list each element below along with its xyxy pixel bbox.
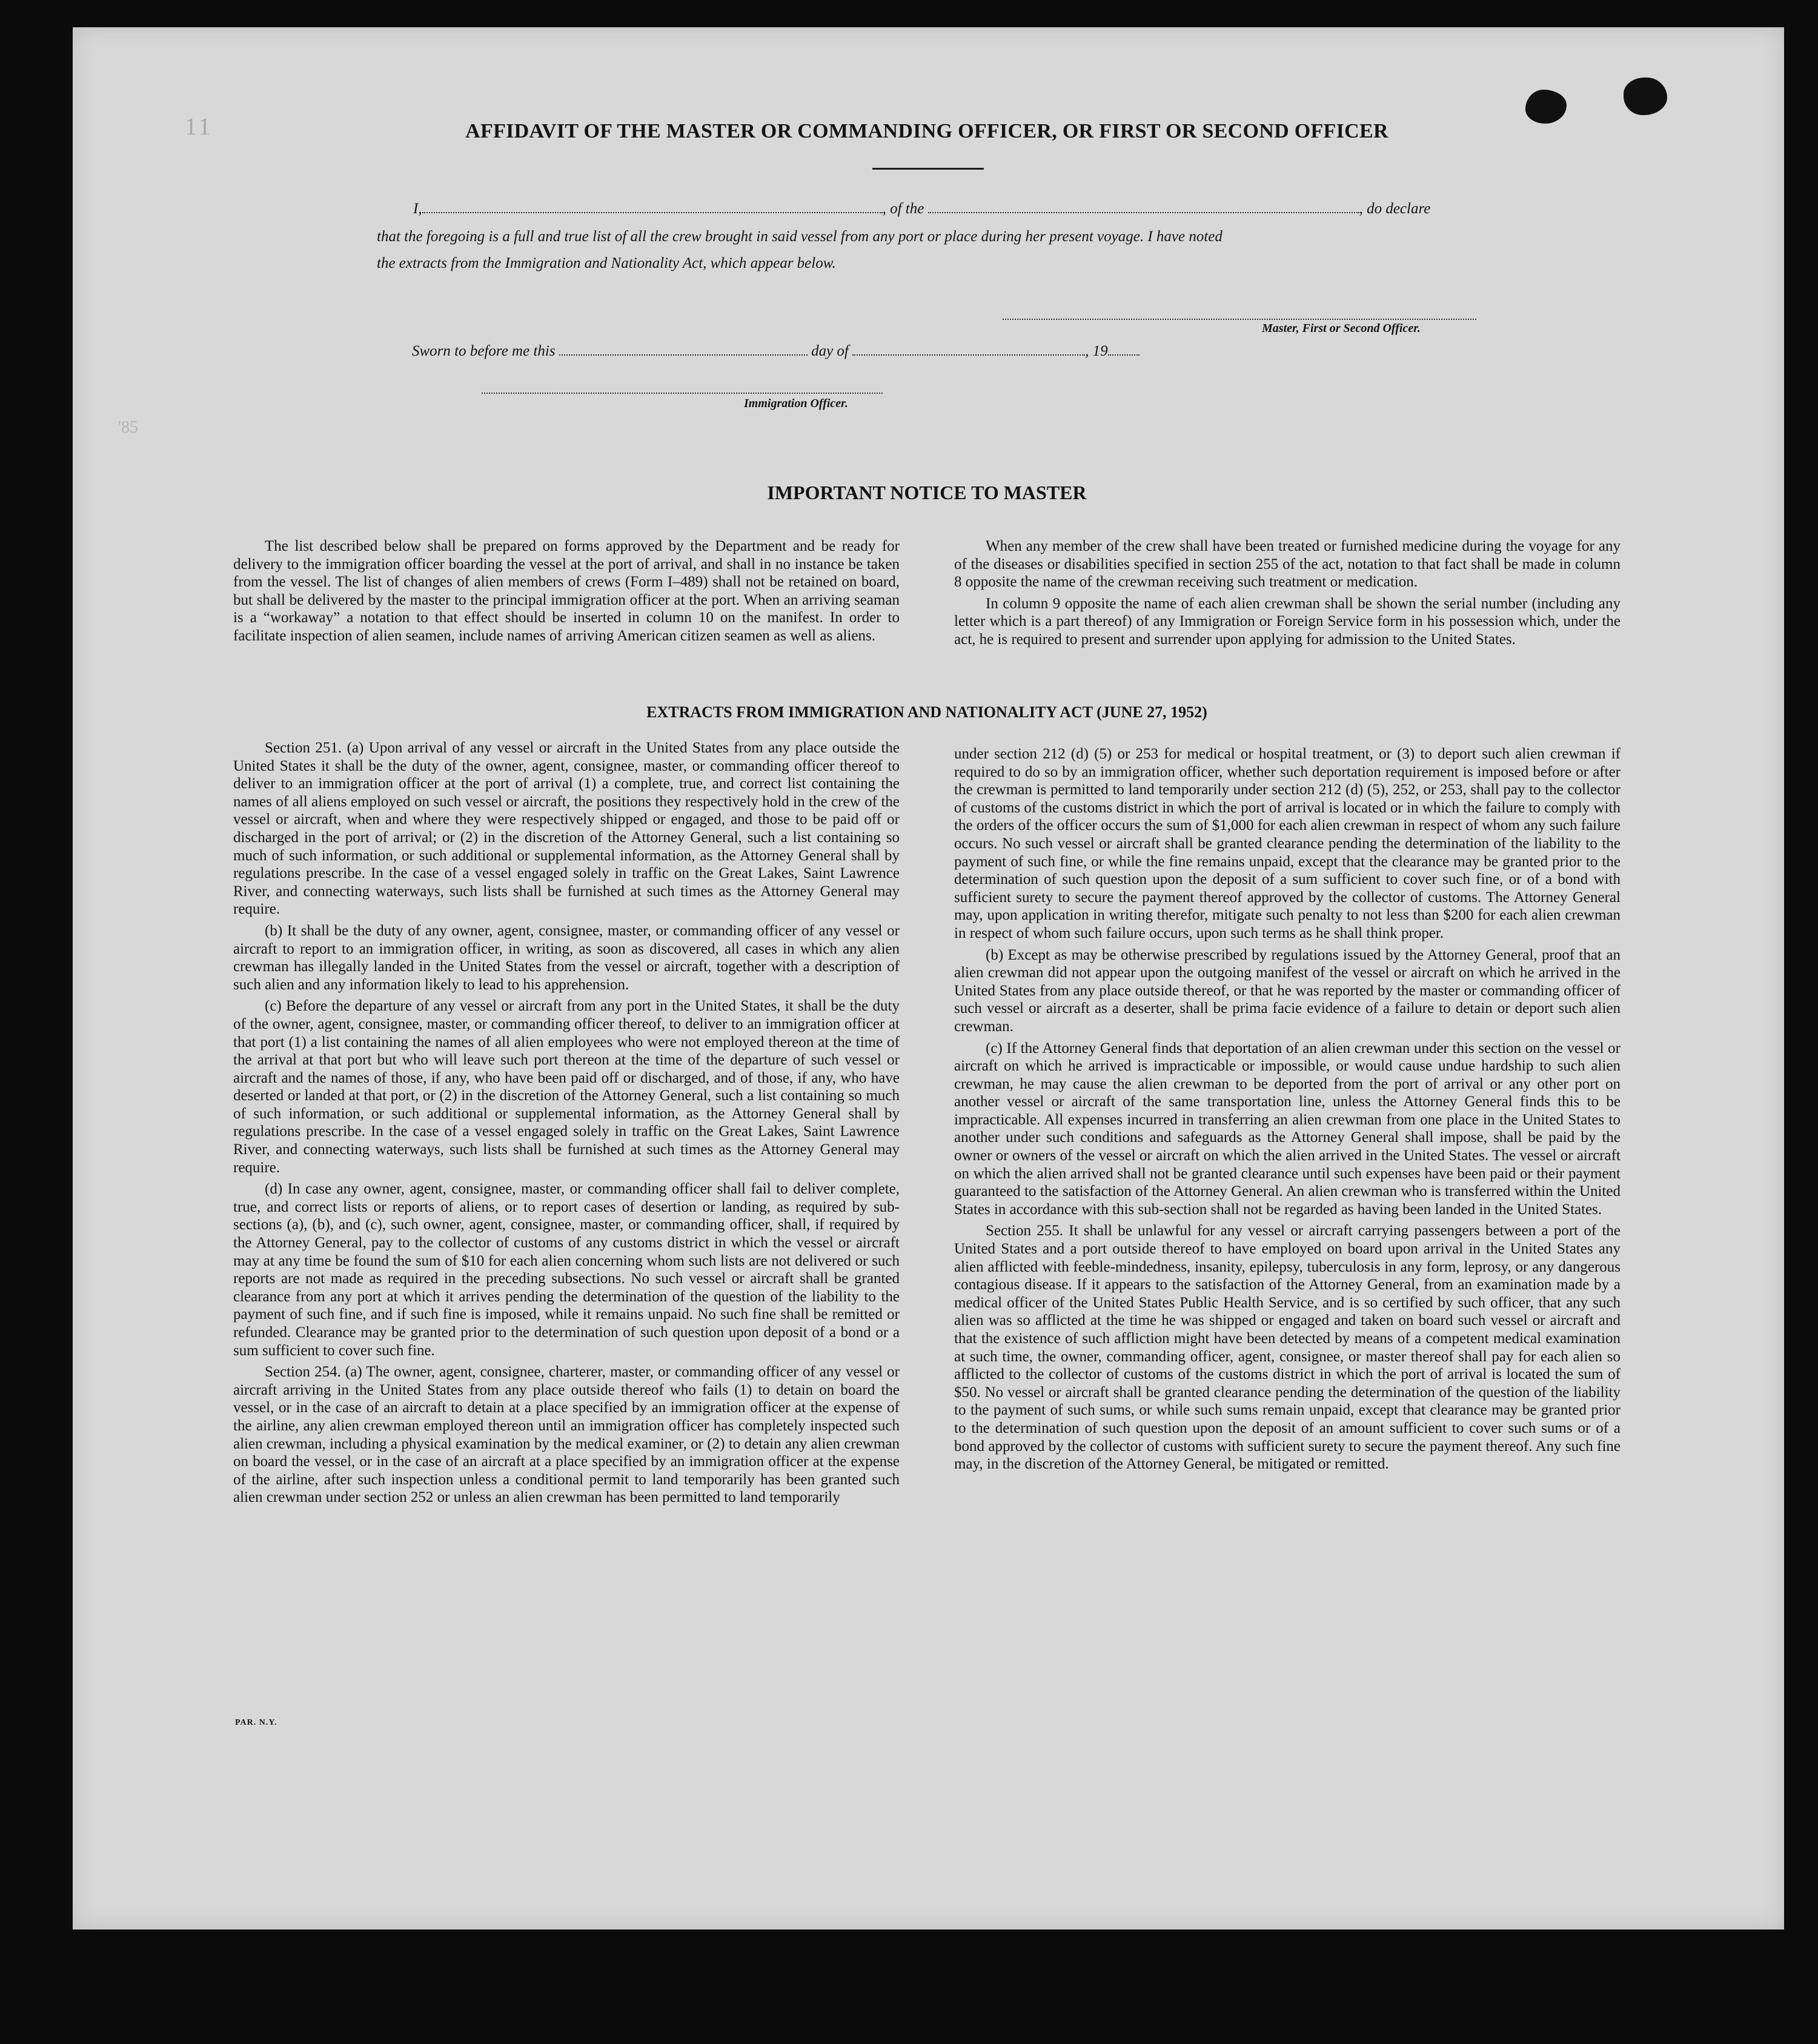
declaration-line	[413, 200, 1430, 217]
declaration-text-line-2: that the foregoing is a full and true list of all the crew brought in said vessel from any port or place during her present voyage. I have noted	[377, 228, 1223, 245]
extracts-left-column	[233, 739, 900, 1507]
notice-left-column	[233, 537, 900, 645]
margin-mark: '85	[118, 418, 139, 437]
notice-title: IMPORTANT NOTICE TO MASTER	[767, 482, 1087, 503]
year-label: , 19	[1085, 343, 1108, 359]
sworn-line	[412, 342, 1140, 360]
declaration-text-line-3: the extracts from the Immigration and Nationality Act, which appear below.	[377, 255, 836, 271]
master-signature-label: Master, First or Second Officer.	[1262, 322, 1421, 335]
vessel-name-field[interactable]	[928, 200, 1359, 213]
page-number: 11	[185, 113, 213, 140]
statute-paragraph: (c) Before the departure of any vessel or aircraft from any port in the United States, it shall be the duty of the owner, agent, consignee, master, or commanding officer thereof, to deliver to an immigration officer at that port (1) a list containing the names of all alien employees who were not employed thereon at the time of the arrival at that port but who will leave such port thereon at the time of the departure of such vessel or aircraft and the names of those, if any, who have been paid off or discharged, and of those, if any, who have deserted or landed at that port, or (2) in the discretion of the Attorney General, such a list containing so much of such information, or such additional or supplemental information, as the Attorney General shall by regulations prescribe. In the case of a vessel engaged solely in traffic on the Great Lakes, Saint Lawrence River, and connecting waterways, such lists shall be furnished at such times as the Attorney General may require.	[233, 998, 900, 1176]
statute-paragraph: Section 255. It shall be unlawful for any vessel or aircraft carrying passengers between a port of the United States and a port outside thereof to have employed on board upon arrival in the United States any alien afflicted with feeble-mindedness, insanity, epilepsy, tuberculosis in any form, leprosy, or any dangerous contagious disease. If it appears to the satisfaction of the Attorney General, from an examination made by a medical officer of the United States Public Health Service, and is so certified by such officer, that any such alien was so afflicted at the time he was shipped or engaged and taken on board such vessel or aircraft and that the existence of such affliction might have been detected by means of a competent medical examination at such time, the owner, commanding officer, agent, consignee, or master thereof shall pay for each alien so afflicted to the collector of customs of the customs district in which the port of arrival is located the sum of $50. No vessel or aircraft shall be granted clearance pending the determination of the question of the liability to the payment of such sums, or while such sums remain unpaid, except that clearance may be granted prior to the determination of such question upon the deposit of an amount sufficient to cover such sums or of a bond approved by the collector of customs with sufficient surety to secure the payment thereof. Any such fine may, in the discretion of the Attorney General, be mitigated or remitted.	[954, 1223, 1621, 1473]
officer-signature-line[interactable]	[482, 393, 883, 394]
printer-mark: PAR. N.Y.	[235, 1718, 277, 1727]
title-divider	[872, 168, 984, 170]
notice-paragraph: When any member of the crew shall have been treated or furnished medicine during the voyage for any of the diseases or disabilities specified in section 255 of the act, notation to that fact shall be made in column 8 opposite the name of the crewman receiving such treatment or medication.	[954, 538, 1621, 591]
statute-paragraph: (b) Except as may be otherwise prescribed by regulations issued by the Attorney General, proof that an alien crewman did not appear upon the outgoing manifest of the vessel or aircraft on which he arrived in the United States from any place outside thereof, or that he was reported by the master or commanding officer of such vessel or aircraft as a deserter, shall be prima facie evidence of a failure to detain or deport such alien crewman.	[954, 946, 1621, 1035]
statute-paragraph: under section 212 (d) (5) or 253 for medical or hospital treatment, or (3) to deport such alien crewman if required to do so by an immigration officer, whether such deportation requirement is imposed before or after the crewman is permitted to land temporarily under section 212 (d) (5), 252, or 253, shall pay to the collector of customs of the customs district in which the port of arrival is located or in which the failure to comply with the orders of the officer occurs the sum of $1,000 for each alien crewman in respect of whom any such failure occurs. No such vessel or aircraft shall be granted clearance pending the determination of the liability to the payment of such fine, or while the fine remains unpaid, except that the clearance may be granted prior to the determination of such question upon the deposit of a sum sufficient to cover such fine, or of a bond with sufficient surety to secure the payment thereof approved by the collector of customs. The Attorney General may, upon application in writing therefor, mitigate such penalty to not less than $200 for each alien crewman in respect of whom such failure occurs, upon such terms as he shall think proper.	[954, 746, 1621, 941]
statute-paragraph: Section 251. (a) Upon arrival of any vessel or aircraft in the United States from any place outside the United States it shall be the duty of the owner, agent, consignee, master, or commanding officer thereof to deliver to an immigration officer at the port of arrival (1) a complete, true, and correct list containing the names of all aliens employed on such vessel or aircraft, the positions they respectively hold in the crew of the vessel or aircraft, when and where they were respectively shipped or engaged, and those to be paid off or discharged in the port of arrival; or (2) in the discretion of the Attorney General, such a list containing so much of such information, or such additional or supplemental information, as the Attorney General shall by regulations prescribe. In the case of a vessel engaged solely in traffic on the Great Lakes, Saint Lawrence River, and connecting waterways, such lists shall be furnished at such times as the Attorney General may require.	[233, 740, 900, 918]
of-the-label: , of the	[882, 201, 924, 217]
notice-paragraph: In column 9 opposite the name of each alien crewman shall be shown the serial number (including any letter which is a part thereof) of any Immigration or Foreign Service form in his possession which, under the act, he is required to present and surrender upon applying for admission to the United States.	[954, 595, 1621, 648]
sworn-label: Sworn to before me this	[412, 343, 556, 359]
officer-signature-label: Immigration Officer.	[744, 397, 848, 410]
extracts-right-column	[954, 745, 1621, 1473]
statute-paragraph: (d) In case any owner, agent, consignee, master, or commanding officer shall fail to deliver complete, true, and correct lists or reports of aliens, or to report cases of desertion or landing, as required by sub-sections (a), (b), and (c), such owner, agent, consignee, master, or commanding officer, shall, if required by the Attorney General, pay to the collector of customs of any customs district in which the vessel or aircraft may at any time be found the sum of $10 for each alien concerning whom such lists are not delivered or such reports are not made as required in the preceding subsections. No such vessel or aircraft shall be granted clearance from any port at which it arrives pending the determination of the question of the liability to the payment of such fine, and if such fine is imposed, while it remains unpaid. No such fine shall be remitted or refunded. Clearance may be granted prior to the determination of such question upon deposit of a bond or a sum sufficient to cover such fine.	[233, 1181, 900, 1359]
affidavit-title: AFFIDAVIT OF THE MASTER OR COMMANDING OFFICER, OR FIRST OR SECOND OFFICER	[465, 120, 1388, 142]
sworn-year-field[interactable]	[1108, 342, 1140, 356]
ink-blot	[1624, 78, 1667, 115]
notice-paragraph: The list described below shall be prepared on forms approved by the Department and be ready for delivery to the immigration officer boarding the vessel at the port of arrival, and shall in no instance be taken from the vessel. The list of changes of alien members of crews (Form I–489) shall not be retained on board, but shall be delivered by the master to the principal immigration officer at the port. When an arriving seaman is a “workaway” a notation to that effect should be inserted in column 10 on the manifest. In order to facilitate inspection of alien seamen, include names of arriving American citizen seamen as well as aliens.	[233, 538, 900, 644]
sworn-day-field[interactable]	[559, 342, 808, 356]
extracts-title: EXTRACTS FROM IMMIGRATION AND NATIONALITY ACT (JUNE 27, 1952)	[646, 703, 1207, 721]
day-of-label: day of	[811, 343, 849, 359]
statute-paragraph: (b) It shall be the duty of any owner, agent, consignee, master, or commanding officer of any vessel or aircraft to report to an immigration officer, in writing, as soon as discovered, all cases in which any alien crewman has illegally landed in the United States from the vessel or aircraft, together with a description of such alien and any information likely to lead to his apprehension.	[233, 922, 900, 993]
notice-right-column	[954, 537, 1621, 649]
do-declare-label: , do declare	[1359, 201, 1431, 217]
master-signature-line[interactable]	[1003, 319, 1476, 320]
officer-name-field[interactable]	[422, 200, 883, 213]
statute-paragraph: (c) If the Attorney General finds that deportation of an alien crewman under this section on the vessel or aircraft on which he arrived is impracticable or impossible, or would cause undue hardship to such alien crewman, he may cause the alien crewman to be deported from the port of arrival or any other port on another vessel or aircraft of the same transportation line, unless the Attorney General finds this to be impracticable. All expenses incurred in transferring an alien crewman from one place in the United States to another under such conditions and safeguards as the Attorney General shall impose, shall be paid by the owner or owners of the vessel or aircraft on which the alien arrived in the United States. The vessel or aircraft on which the alien arrived shall not be granted clearance until such expenses have been paid or their payment guaranteed to the satisfaction of the Attorney General. An alien crewman who is transferred within the United States in accordance with this sub-section shall not be regarded as having been landed in the United States.	[954, 1040, 1621, 1218]
statute-paragraph: Section 254. (a) The owner, agent, consignee, charterer, master, or commanding officer of any vessel or aircraft arriving in the United States from any place outside thereof who fails (1) to detain on board the vessel, or in the case of an aircraft to detain at a place specified by an immigration officer at the expense of the airline, any alien crewman employed thereon until an immigration officer has completely inspected such alien crewman, including a physical examination by the medical examiner, or (2) to detain any alien crewman on board the vessel, or in the case of an aircraft at a place specified by an immigration officer at the expense of the airline, after such inspection unless a conditional permit to land temporarily has been granted such alien crewman under section 252 or unless an alien crewman has been permitted to land temporarily	[233, 1364, 900, 1506]
declaration-i-label: I,	[413, 201, 422, 217]
sworn-month-field[interactable]	[852, 342, 1085, 356]
